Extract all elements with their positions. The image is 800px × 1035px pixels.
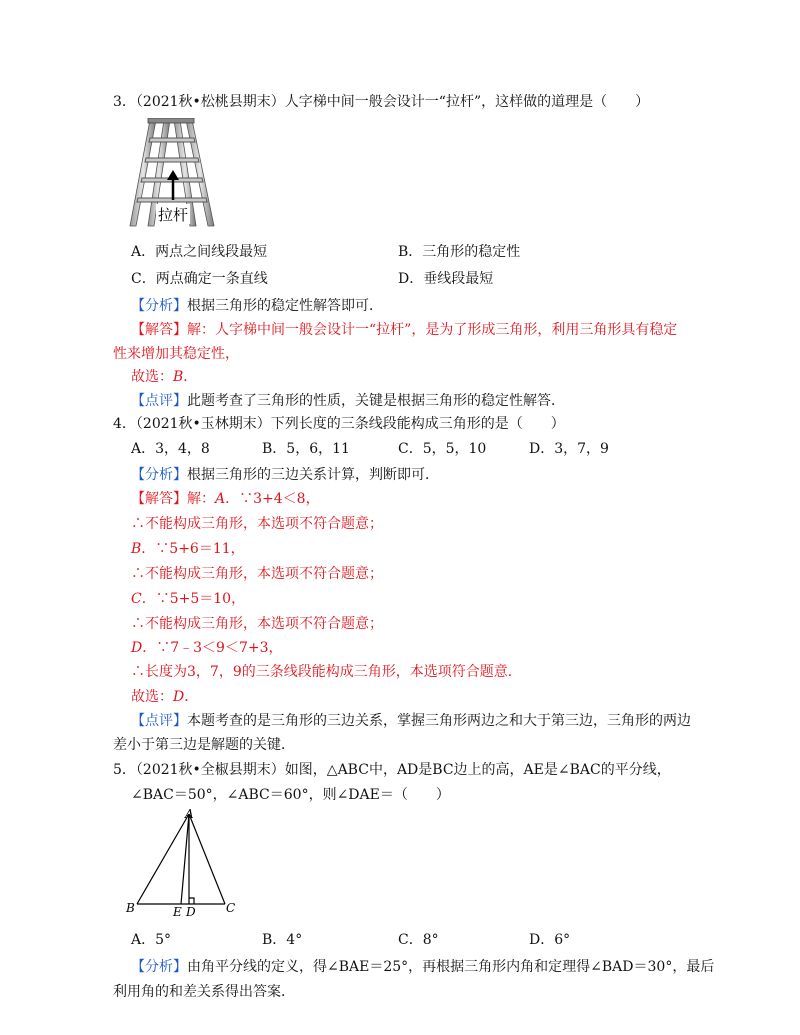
- q3-choice: [131, 367, 197, 387]
- q4-number: 4．: [113, 416, 136, 432]
- q4-answer-c: [131, 589, 245, 609]
- q3-comment: [131, 391, 565, 411]
- q4-option-d: D．3，7，9: [529, 441, 609, 457]
- q3-comment-text: 此题考查了三角形的性质，关键是根据三角形的稳定性解答．: [187, 393, 565, 409]
- q4-option-b: B．5，6，11: [262, 441, 350, 457]
- q5-analysis-line1: [131, 957, 714, 977]
- q4-ok: ∴长度为3，7，9的三条线段能构成三角形，本选项符合题意．: [131, 664, 522, 680]
- q4-answer-b-letter: B: [131, 541, 142, 557]
- q4-answer-tag: 【解答】: [131, 491, 187, 507]
- q4-not-ok-2: ∴不能构成三角形，本选项不符合题意；: [131, 566, 383, 582]
- q4-not-ok-1: ∴不能构成三角形，本选项不符合题意；: [131, 516, 383, 532]
- q3-number: 3．: [113, 94, 136, 110]
- label-b: B: [126, 901, 135, 915]
- q5-stem1: （2021秋•全椒县期末）如图，△ABC中，AD是BC边上的高，AE是∠BAC的平分线，: [135, 762, 671, 778]
- q5-analysis-tag: 【分析】: [131, 959, 187, 975]
- q3-analysis: [131, 296, 383, 316]
- label-d: D: [186, 905, 196, 918]
- q4-answer-c-rest: ．∵5+5＝10，: [141, 591, 246, 607]
- label-a: A: [185, 807, 194, 821]
- q3-answer-tag: 【解答】: [131, 322, 187, 338]
- q4-choice-suffix: ．: [184, 689, 199, 705]
- q3-choice-suffix: ．: [183, 369, 198, 385]
- q4-option-c: C．5，5，10: [398, 441, 487, 457]
- q4-answer-d-letter: D: [131, 640, 143, 656]
- q5-option-c: C．8°: [398, 932, 439, 948]
- q4-analysis: [131, 465, 439, 485]
- q5-analysis-text1: 由角平分线的定义，得∠BAE＝25°，再根据三角形内角和定理得∠BAD＝30°，最后: [187, 959, 715, 975]
- q4-not-ok-3: ∴不能构成三角形，本选项不符合题意；: [131, 616, 383, 632]
- q4-comment-line2: 差小于第三边是解题的关键．: [113, 737, 295, 753]
- label-e: E: [173, 905, 182, 918]
- q5-analysis-line2: 利用角的和差关系得出答案．: [113, 984, 295, 1000]
- q4-choice-letter: D: [173, 689, 185, 705]
- q5-option-d: D．6°: [529, 932, 571, 948]
- q3-answer-line2: 性来增加其稳定性，: [113, 346, 239, 362]
- q3-choice-letter: B: [173, 369, 184, 385]
- q3-stem: （2021秋•松桃县期末）人字梯中间一般会设计一“拉杆”，这样做的道理是（ ）: [135, 94, 650, 110]
- q4-answer-d-rest: ．∵7﹣3＜9＜7+3，: [142, 640, 283, 656]
- q5-option-a: A．5°: [131, 932, 172, 948]
- q3-option-d: D．垂线段最短: [398, 271, 494, 287]
- q4-choice-prefix: 故选：: [131, 689, 173, 705]
- q4-answer-b-rest: ．∵5+6＝11，: [141, 541, 245, 557]
- q3-comment-tag: 【点评】: [131, 393, 187, 409]
- q5-stem-line2: ∠BAC＝50°，∠ABC＝60°，则∠DAE＝（ ）: [131, 787, 450, 803]
- q4-comment-tag: 【点评】: [131, 713, 187, 729]
- q3-stem-line: [113, 92, 649, 112]
- q3-option-a: A．两点之间线段最短: [131, 244, 268, 260]
- q4-stem-line: [113, 414, 565, 434]
- q5-number: 5．: [113, 762, 136, 778]
- q4-comment-line1: [131, 711, 691, 731]
- q3-answer-text1: 解：人字梯中间一般会设计一“拉杆”，是为了形成三角形，利用三角形具有稳定: [187, 322, 678, 338]
- q4-answer-d: [131, 638, 283, 658]
- q3-choice-prefix: 故选：: [131, 369, 173, 385]
- q4-analysis-text: 根据三角形的三边关系计算，判断即可．: [187, 467, 439, 483]
- ladder-figure: [128, 118, 218, 233]
- q3-answer-line1: [131, 320, 677, 340]
- q3-analysis-tag: 【分析】: [131, 298, 187, 314]
- q4-option-a: A．3，4，8: [131, 441, 210, 457]
- q3-option-b: B．三角形的稳定性: [398, 244, 521, 260]
- q3-analysis-text: 根据三角形的稳定性解答即可．: [187, 298, 383, 314]
- q4-answer-prefix: 解：: [187, 491, 215, 507]
- q3-option-c: C．两点确定一条直线: [131, 271, 268, 287]
- q5-option-b: B．4°: [262, 932, 303, 948]
- triangle-figure: [125, 806, 245, 918]
- q4-analysis-tag: 【分析】: [131, 467, 187, 483]
- q5-stem-line1: [113, 760, 671, 780]
- q4-answer-a: [131, 489, 320, 509]
- q4-stem: （2021秋•玉林期末）下列长度的三条线段能构成三角形的是（ ）: [135, 416, 565, 432]
- q4-answer-a-rest: ．∵3+4＜8，: [225, 491, 320, 507]
- label-c: C: [226, 901, 236, 915]
- q4-answer-b: [131, 539, 245, 559]
- ladder-label: 拉杆: [157, 206, 189, 224]
- q4-answer-a-letter: A: [215, 491, 226, 507]
- q4-answer-c-letter: C: [131, 591, 142, 607]
- q4-comment-text1: 本题考查的是三角形的三边关系，掌握三角形两边之和大于第三边，三角形的两边: [187, 713, 691, 729]
- q4-choice: [131, 687, 198, 707]
